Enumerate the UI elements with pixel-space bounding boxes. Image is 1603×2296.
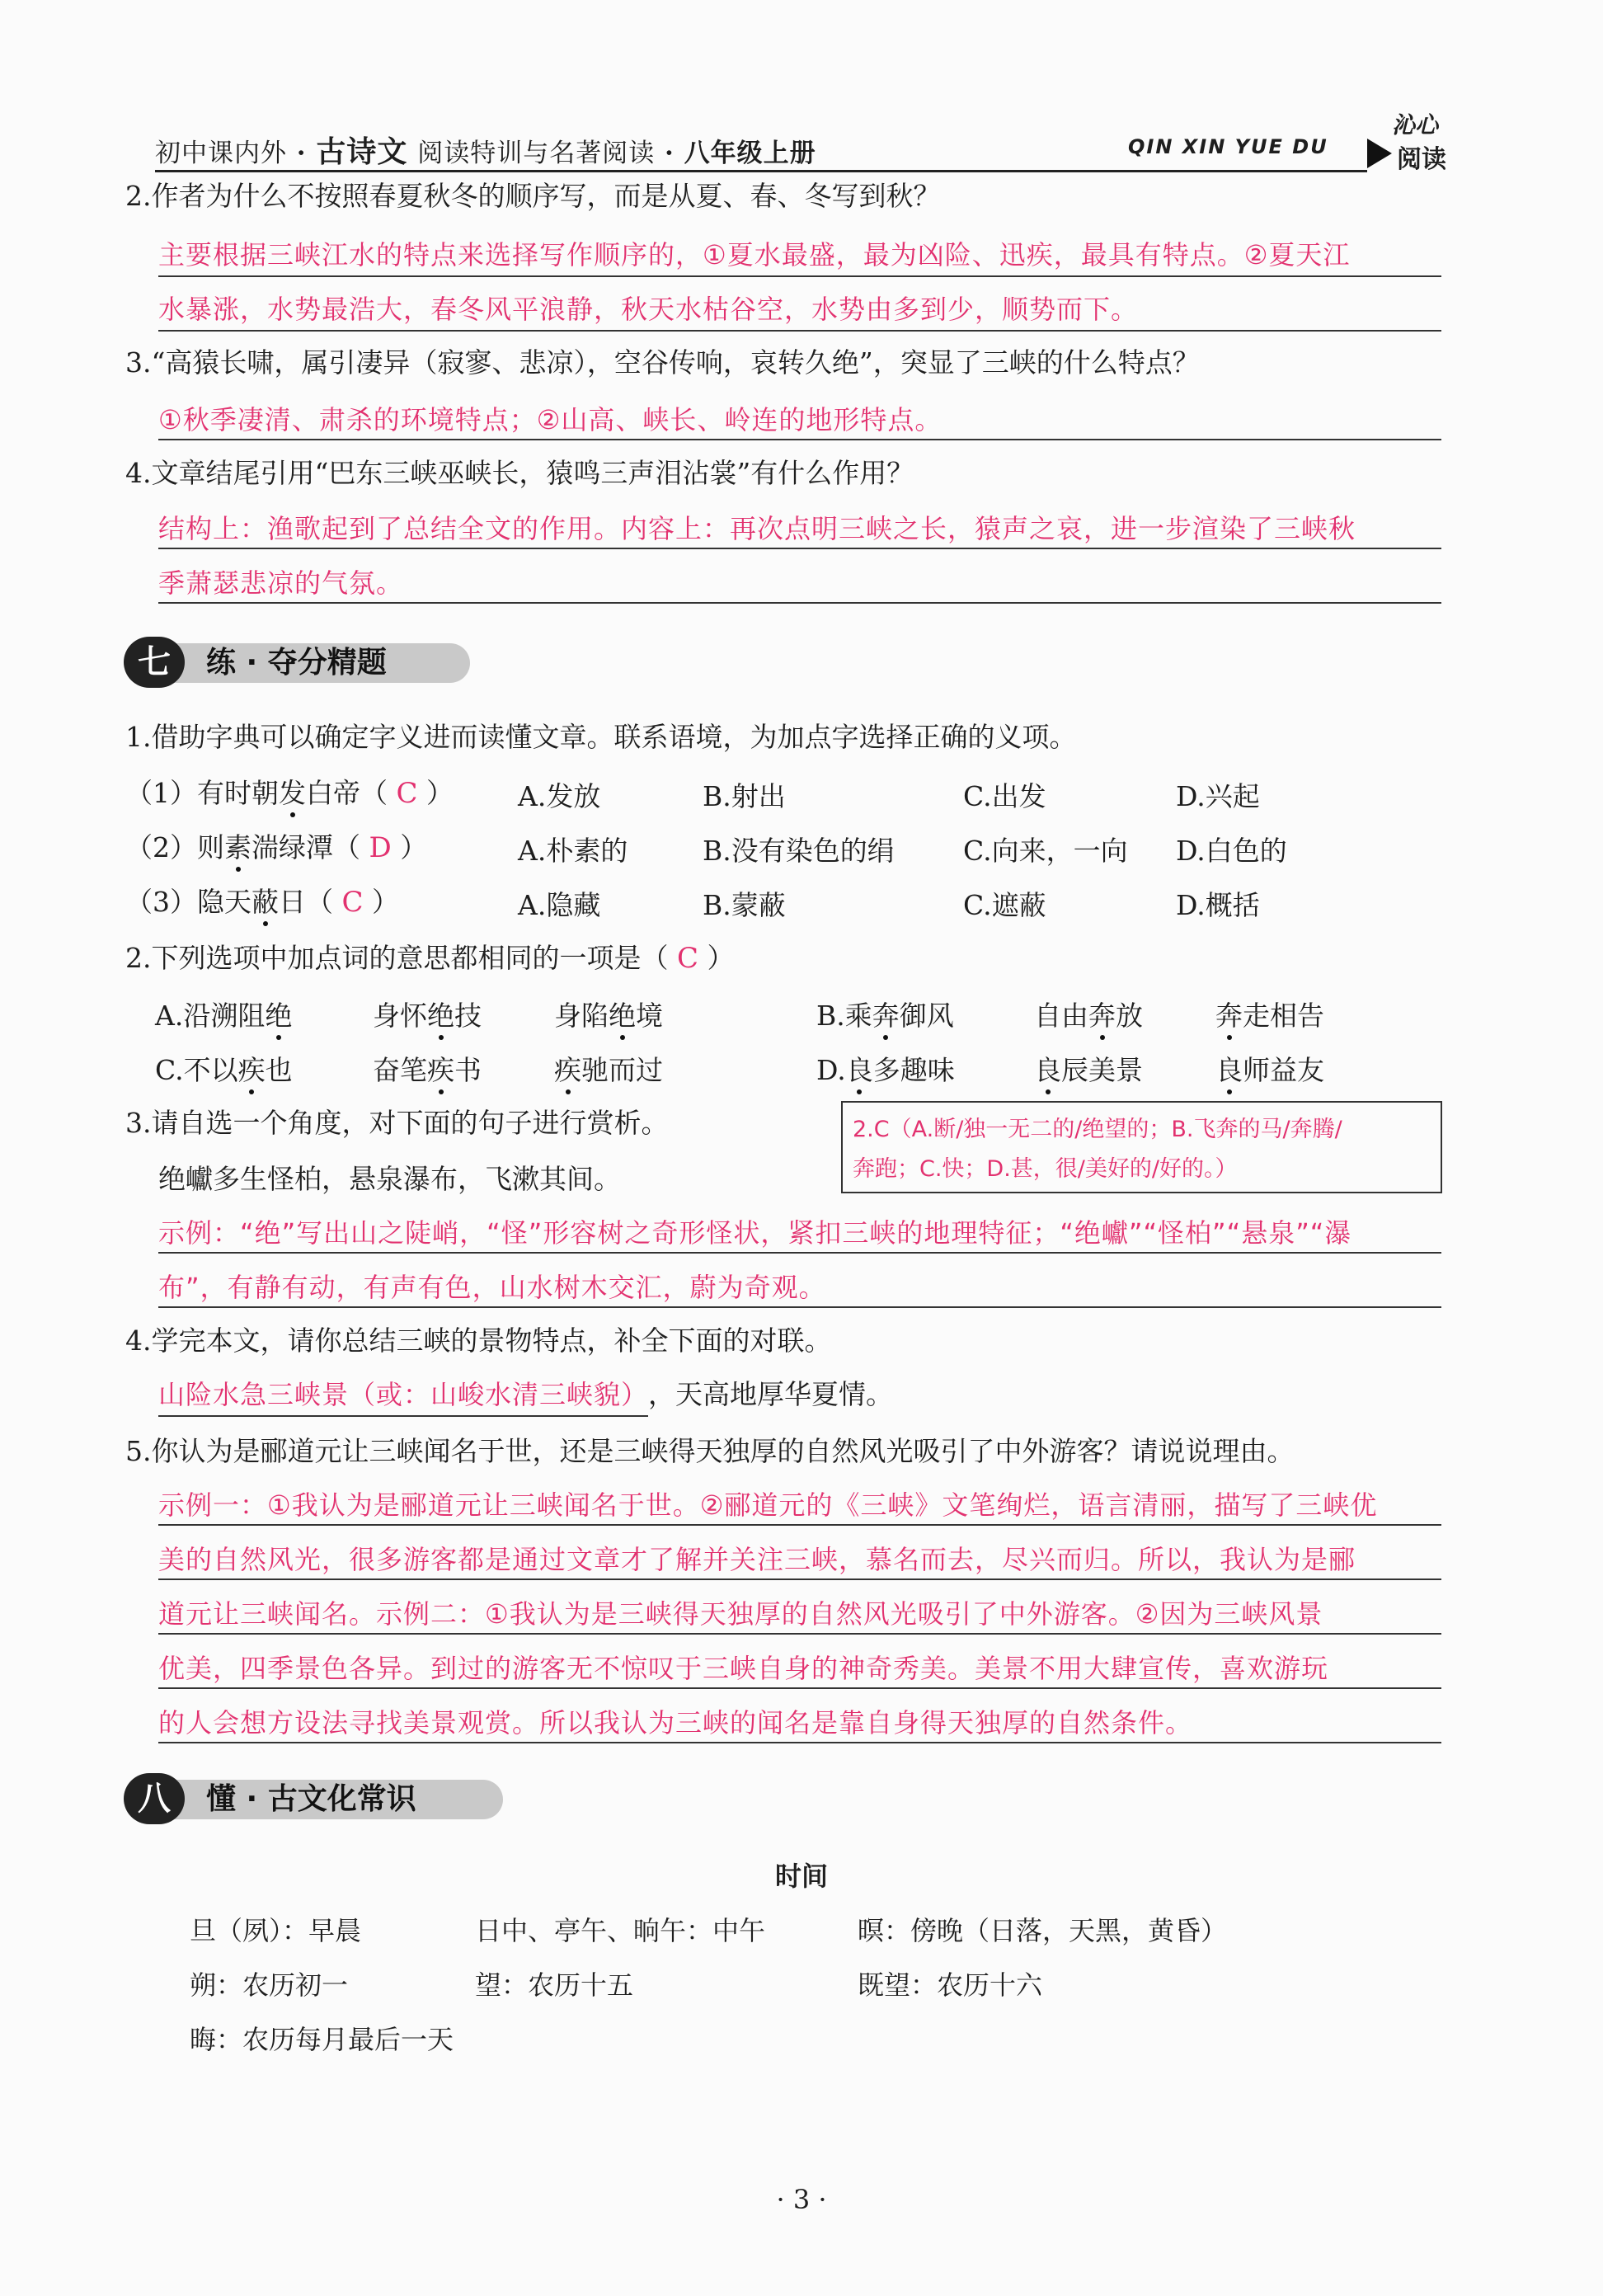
s7-q3-quote: 绝巘多生怪柏，悬泉瀑布，飞漱其间。 [158,1163,621,1195]
item-text: ） [400,831,428,863]
answer-2-line-1: 主要根据三峡江水的特点来选择写作顺序的，①夏水最盛，最为凶险、迅疾，最具有特点。②夏天江 [158,239,1351,271]
option-text: 走相告 [1243,1000,1324,1032]
q2-option-b1 [816,995,954,1033]
note-line-2: 奔跑；C.快；D.甚，很/美好的/好的。） [853,1156,1238,1182]
book-title: 初中课内外 · 古诗文 阅读特训与名著阅读 · 八年级上册 [155,134,816,169]
item-text: （2）则 [125,831,224,863]
choice-answer: C [396,777,418,810]
option-d: D.概括 [1176,889,1260,921]
culture-item: 既望：农历十六 [858,1969,1043,2001]
answer-5-line-5: 的人会想方设法寻找美景观赏。所以我认为三峡的闻名是靠自身得天独厚的自然条件。 [158,1707,1193,1738]
option-text: D. [816,1054,846,1086]
s7-question-2 [125,940,735,976]
answer-3-line-2: 布”，有静有动，有声有色，山水树木交汇，蔚为奇观。 [158,1272,826,1303]
s7-question-3: 3.请自选一个角度，对下面的句子进行赏析。 [125,1107,669,1139]
q2-option-c1 [155,1049,293,1088]
option-text: B.乘 [816,1000,872,1032]
option-text: 驰而过 [581,1054,663,1086]
option-c: C.遮蔽 [963,889,1046,921]
dotted-char: 绝 [609,1000,636,1032]
q2-option-c3 [554,1049,663,1088]
answer-line [158,1306,1441,1308]
answer-line [158,1578,1441,1580]
page-number: · 3 · [776,2184,827,2215]
culture-item: 日中、亭午、晌午：中午 [475,1915,766,1946]
q2-option-a1 [155,995,292,1033]
option-b: B.蒙蔽 [703,889,786,921]
dotted-char: 绝 [427,1000,454,1032]
dotted-char: 发 [279,777,306,809]
item-text: （1）有时朝 [125,777,279,809]
option-d: D.兴起 [1176,780,1260,812]
option-text: 身陷 [554,1000,609,1032]
item-text: ） [426,777,454,809]
answer-3-line-1: 示例：“绝”写出山之陡峭，“怪”形容树之奇形怪状，紧扣三峡的地理特征；“绝巘”“怪柏”“悬泉”“瀑 [158,1217,1352,1249]
option-text: A.沿溯阻 [155,1000,266,1032]
dotted-char: 蔽 [251,886,279,918]
answer-line [158,1633,1441,1635]
item-text: （3）隐天 [125,886,251,918]
answer-line [158,1687,1441,1689]
s7-question-5: 5.你认为是郦道元让三峡闻名于世，还是三峡得天独厚的自然风光吸引了中外游客？请说说理由。 [125,1435,1295,1467]
culture-heading: 时间 [774,1861,828,1892]
item-text: 白帝（ [306,777,388,809]
item-text: 湍绿潭（ [251,831,360,863]
q2-option-d2 [1034,1049,1143,1088]
option-text: 辰美景 [1061,1054,1143,1086]
option-text: 奋笔 [373,1054,427,1086]
dotted-char: 良 [1034,1054,1061,1086]
option-text: 放 [1116,1000,1143,1032]
section-8-header [124,1773,487,1824]
brand-arrow-icon [1367,139,1392,168]
answer-line [158,1252,1441,1254]
header-text-b: 古诗文 [316,134,408,169]
couplet-tail: ，天高地厚华夏情。 [648,1378,894,1410]
q2-option-a2 [373,995,482,1033]
answer-5-line-1: 示例一：①我认为是郦道元让三峡闻名于世。②郦道元的《三峡》文笔绚烂，语言清丽，描写了三峡优 [158,1489,1378,1521]
brand-cn-bottom: 阅读 [1397,145,1446,174]
brand-logo [1367,107,1458,173]
section-8-title: 懂 · 古文化常识 [157,1780,503,1819]
q2-option-d3 [1215,1049,1324,1088]
dotted-char: 疾 [237,1054,266,1086]
question-2: 2.作者为什么不按照春夏秋冬的顺序写，而是从夏、春、冬写到秋？ [125,180,941,212]
option-text: 境 [636,1000,663,1032]
answer-2-line-2: 水暴涨，水势最浩大，春冬风平浪静，秋天水枯谷空，水势由多到少，顺势而下。 [158,294,1139,325]
dotted-char: 良 [845,1054,873,1086]
answer-line [158,275,1441,277]
question-4: 4.文章结尾引用“巴东三峡巫峡长，猿鸣三声泪沾裳”有什么作用？ [125,457,914,489]
header-text-c: 阅读特训与名著阅读 [417,139,656,168]
answer-line [158,548,1441,549]
q2-option-a3 [554,995,663,1033]
dotted-char: 良 [1215,1054,1243,1086]
dotted-char: 素 [224,831,251,863]
dotted-char: 疾 [427,1054,454,1086]
dotted-char: 奔 [1088,1000,1116,1032]
option-a: A.发放 [518,780,601,812]
header-text-a: 初中课内外 [155,139,287,168]
q2-option-b3 [1215,995,1324,1033]
answer-5-line-3: 道元让三峡闻名。示例二：①我认为是三峡得天独厚的自然风光吸引了中外游客。②因为三峡风景 [158,1598,1323,1630]
q2-option-b2 [1034,995,1143,1033]
option-text: 身怀 [373,1000,427,1032]
header-text-d: 八年级上册 [684,139,816,168]
note-line-1: 2.C（A.断/独一无二的/绝望的；B.飞奔的马/奔腾/ [853,1117,1342,1142]
culture-item: 望：农历十五 [475,1969,634,2001]
option-text: 自由 [1034,1000,1088,1032]
option-text: 书 [454,1054,482,1086]
section-8-number: 八 [124,1773,185,1824]
question-3: 3.“高猿长啸，属引凄异（寂寥、悲凉），空谷传响，哀转久绝”，突显了三峡的什么特点？ [125,346,1200,379]
q2-option-d1 [816,1049,955,1088]
option-b: B.射出 [703,780,786,812]
dotted-char: 奔 [872,1000,900,1032]
couplet-answer: 山险水急三峡景（或：山峻水清三峡貌） [158,1374,648,1417]
s7-question-1: 1.借助字典可以确定字义进而读懂文章。联系语境，为加点字选择正确的义项。 [125,721,1077,753]
option-text: 御风 [899,1000,954,1032]
dotted-char: 奔 [1215,1000,1243,1032]
brand-english: QIN XIN YUE DU [1128,135,1328,158]
answer-4-line-1: 结构上：渔歌起到了总结全文的作用。内容上：再次点明三峡之长，猿声之哀，进一步渲染了三峡秋 [158,513,1356,544]
item-text: 日（ [279,886,333,918]
dotted-char: 绝 [265,1000,293,1032]
culture-item: 暝：傍晚（日落，天黑，黄昏） [858,1915,1228,1946]
item-text: ） [372,886,400,918]
section-7-number: 七 [124,637,185,688]
culture-item: 旦（夙）：早晨 [190,1915,362,1946]
question-text: ） [707,942,735,974]
brand-cn-top: 沁心 [1392,111,1439,139]
option-text: 师益友 [1243,1054,1324,1086]
answer-line [158,439,1441,440]
choice-answer: D [369,831,392,864]
section-7-title: 练 · 夺分精题 [157,643,470,683]
answer-4-line-2: 季萧瑟悲凉的气氛。 [158,567,404,599]
option-text: 多趣味 [872,1054,955,1086]
culture-item: 朔：农历初一 [190,1969,349,2001]
answer-5-line-4: 优美，四季景色各异。到过的游客无不惊叹于三峡自身的神奇秀美。美景不用大肆宣传，喜欢游玩 [158,1653,1329,1684]
answer-5-line-2: 美的自然风光，很多游客都是通过文章才了解并关注三峡，慕名而去，尽兴而归。所以，我认为是郦 [158,1544,1356,1575]
page-header [155,111,1446,174]
culture-item: 晦：农历每月最后一天 [190,2024,454,2055]
s7-q1-item-2 [125,830,427,866]
choice-answer: C [341,886,364,919]
answer-line [158,602,1441,604]
dotted-char: 疾 [554,1054,581,1086]
answer-line [158,1742,1441,1743]
answer-line [158,1524,1441,1526]
question-text: 2.下列选项中加点词的意思都相同的一项是（ [125,942,669,974]
header-underline [155,170,1367,172]
q2-option-c2 [373,1049,482,1088]
option-d: D.白色的 [1176,835,1287,867]
answer-note-box [841,1101,1442,1193]
choice-answer: C [677,942,699,975]
answer-3-line-1: ①秋季凄清、肃杀的环境特点；②山高、峡长、岭连的地形特点。 [158,404,943,435]
s7-q4-couplet [158,1374,893,1417]
option-b: B.没有染色的绢 [703,835,895,867]
option-text: 也 [265,1054,293,1086]
option-c: C.向来，一向 [963,835,1128,867]
option-text: 技 [454,1000,482,1032]
s7-q1-item-3 [125,884,399,920]
answer-line [158,330,1441,332]
option-a: A.隐藏 [518,889,601,921]
s7-q1-item-1 [125,775,454,812]
option-c: C.出发 [963,780,1046,812]
option-a: A.朴素的 [518,835,628,867]
section-7-header [124,637,437,688]
option-text: C.不以 [155,1054,238,1086]
s7-question-4: 4.学完本文，请你总结三峡的景物特点，补全下面的对联。 [125,1324,832,1357]
